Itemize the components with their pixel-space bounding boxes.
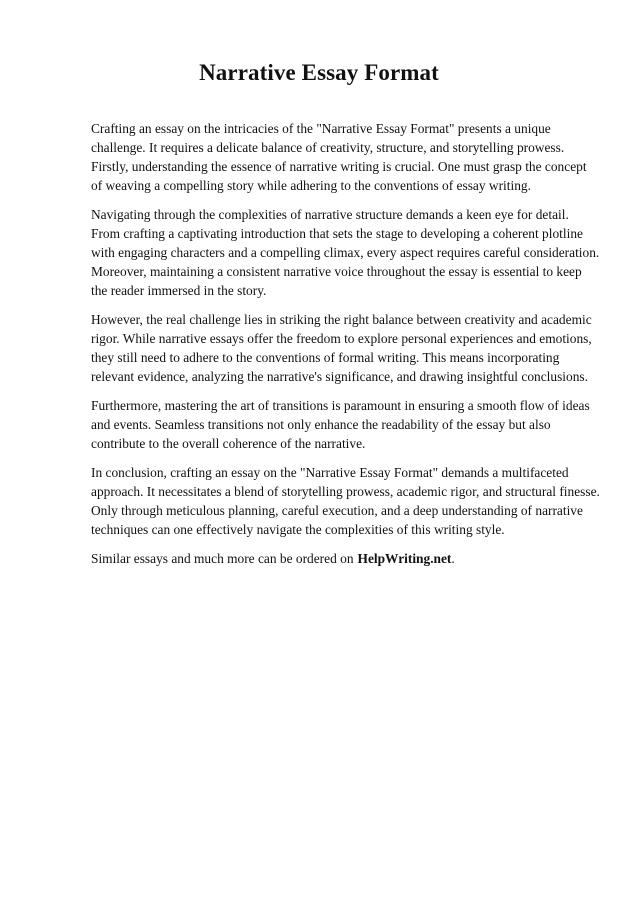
paragraph-4: Furthermore, mastering the art of transitions is paramount in ensuring a smooth flow of ideas and events. Seamless transitions not only enhance the readability of the essay but also contribute to the overall coherence of the narrative. [91,398,590,451]
page-title: Narrative Essay Format [199,60,439,85]
paragraph-2: Navigating through the complexities of narrative structure demands a keen eye for detail. From crafting a captivating introduction that sets the stage to developing a coherent plotline with engaging characters and a compelling climax, every aspect requires careful consideration. Moreover, maintaining a consistent narrative voice throughout the essay is essential to keep the reader immersed in the story. [91,207,600,298]
helpwriting-link[interactable]: HelpWriting.net [357,551,452,566]
paragraph-5: In conclusion, crafting an essay on the "Narrative Essay Format" demands a multifaceted approach. It necessitates a blend of storytelling prowess, academic rigor, and structural finesse. Only through meticulous planning, careful execution, and a deep understanding of narrative techniques can one effectively navigate the complexities of this writing style. [91,465,600,537]
paragraph-1: Crafting an essay on the intricacies of the "Narrative Essay Format" presents a unique challenge. It requires a delicate balance of creativity, structure, and storytelling prowess. Firstly, understanding the essence of narrative writing is crucial. One must grasp the concept of weaving a compelling story while adhering to the conventions of essay writing. [91,121,587,193]
paragraph-3: However, the real challenge lies in striking the right balance between creativity and academic rigor. While narrative essays offer the freedom to explore personal experiences and emotions, they still need to adhere to the conventions of formal writing. This means incorporating relevant evidence, analyzing the narrative's significance, and drawing insightful conclusions. [91,312,592,384]
essay-body [91,119,601,578]
promo-line [91,549,601,568]
promo-text: Similar essays and much more can be ordered on [91,551,354,566]
promo-suffix: . [451,551,455,566]
